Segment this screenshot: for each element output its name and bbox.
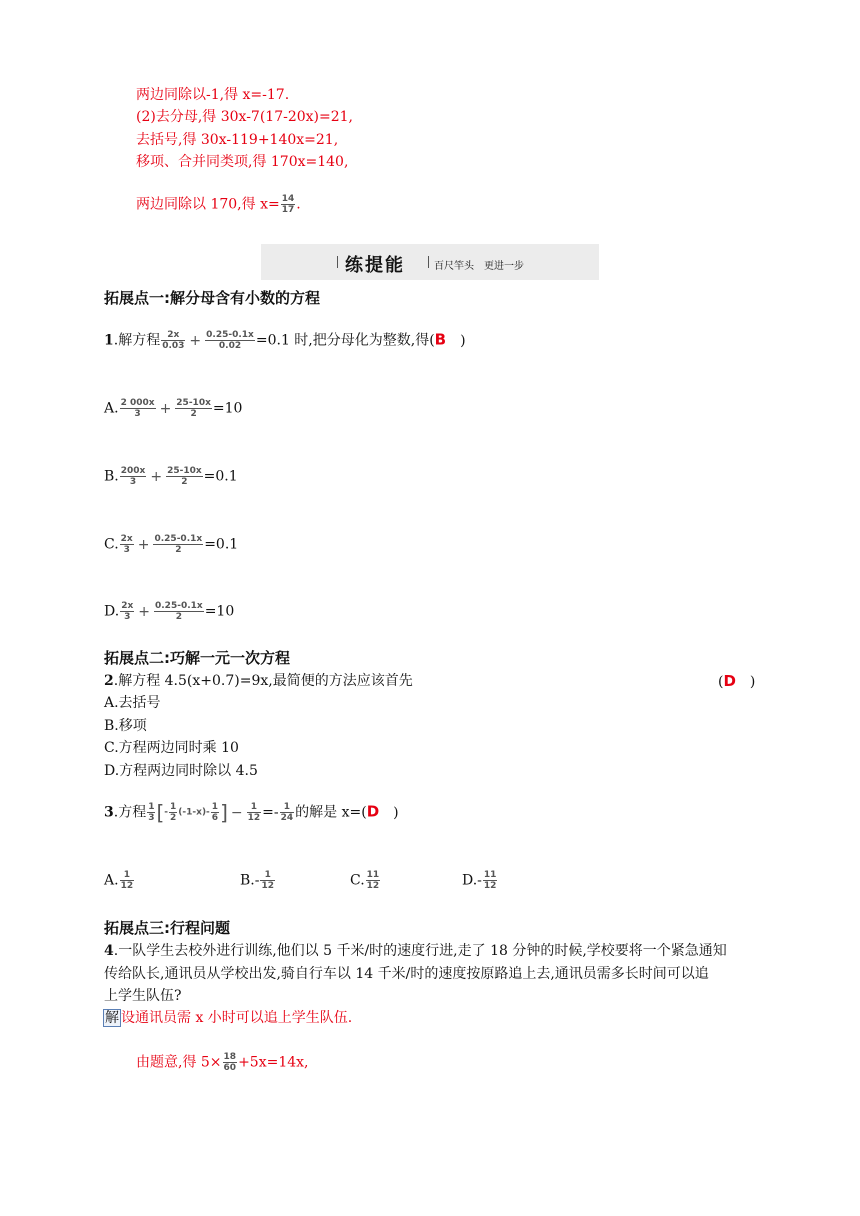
fraction: $\frac{14}{17}$ [281,194,295,215]
answer-1: B [434,330,447,349]
banner-title: 练提能 [345,255,405,276]
q3-option-c: C. $\frac{11}{12}$ [350,870,380,891]
section-heading-1: 拓展点一:解分母含有小数的方程 [104,289,321,307]
q1-option-b: B. $\frac{200x}{3}$ + $\frac{25-10x}{2}$ =0.1 [104,466,238,487]
question-2-answer: (D ) [718,672,756,690]
question-2: 2.解方程 4.5(x+0.7)=9x,最简便的方法应该首先 [104,673,413,689]
question-4-line-1: 4.一队学生去校外进行训练,他们以 5 千米/时的速度行进,走了 18 分钟的时候,学校要将一个紧急通知 [104,943,727,959]
answer-3: D [366,802,380,821]
question-3: 3.方程 $\frac{1}{3}$ [- $\frac{1}{2}$ (-1-x)- $\frac{1}{6}$ ] − $\frac{1}{12}$ =- $\frac{1}{24}$ 的解是 x=(D ) [104,800,399,825]
question-4-line-2: 传给队长,通讯员从学校出发,骑自行车以 14 千米/时的速度按原路追上去,通讯员需多长时间可以追 [104,966,709,982]
q1-option-a: A. $\frac{2 000x}{3}$ + $\frac{25-10x}{2}$ =10 [104,398,243,419]
q1-option-c: C. $\frac{2x}{3}$ + $\frac{0.25-0.1x}{2}$ =0.1 [104,534,239,555]
solution-line-4: 移项、合并同类项,得 170x=140, [136,154,349,170]
question-1: 1.解方程 $\frac{2x}{0.03}$ + $\frac{0.25-0.1x}{0.02}$ =0.1 时,把分母化为整数,得(B ) [104,330,466,351]
question-4-solution-1: 解 设通讯员需 x 小时可以追上学生队伍. [105,1010,353,1026]
solution-line-2: (2)去分母,得 30x-7(17-20x)=21, [136,109,354,125]
q2-option-b: B.移项 [104,718,147,734]
section-heading-3: 拓展点三:行程问题 [104,919,230,937]
q3-option-b: B.- $\frac{1}{12}$ [240,870,274,891]
q2-option-d: D.方程两边同时除以 4.5 [104,763,258,779]
banner-subtitle: 百尺竿头 更进一步 [434,261,524,272]
q1-option-d: D. $\frac{2x}{3}$ + $\frac{0.25-0.1x}{2}$ =10 [104,601,235,622]
divider [428,256,429,268]
divider [337,256,338,268]
q3-option-a: A. $\frac{1}{12}$ [104,870,134,891]
section-heading-2: 拓展点二:巧解一元一次方程 [104,649,290,667]
solution-line-5-prefix: 两边同除以 170,得 x= [136,196,280,213]
solution-line-1: 两边同除以-1,得 x=-17. [136,87,290,103]
solution-marker: 解 [105,1010,119,1026]
q2-option-c: C.方程两边同时乘 10 [104,740,239,756]
q2-option-a: A.去括号 [104,695,161,711]
question-4-line-3: 上学生队伍? [104,988,182,1004]
answer-2: D [723,672,736,690]
solution-line-5: 两边同除以 170,得 x= $\frac{14}{17}$ . [136,194,301,215]
q3-option-d: D.- $\frac{11}{12}$ [462,870,497,891]
question-4-solution-2: 由题意,得 5× $\frac{18}{60}$ +5x=14x, [136,1052,309,1073]
section-banner [261,244,599,280]
solution-line-3: 去括号,得 30x-119+140x=21, [136,132,339,148]
